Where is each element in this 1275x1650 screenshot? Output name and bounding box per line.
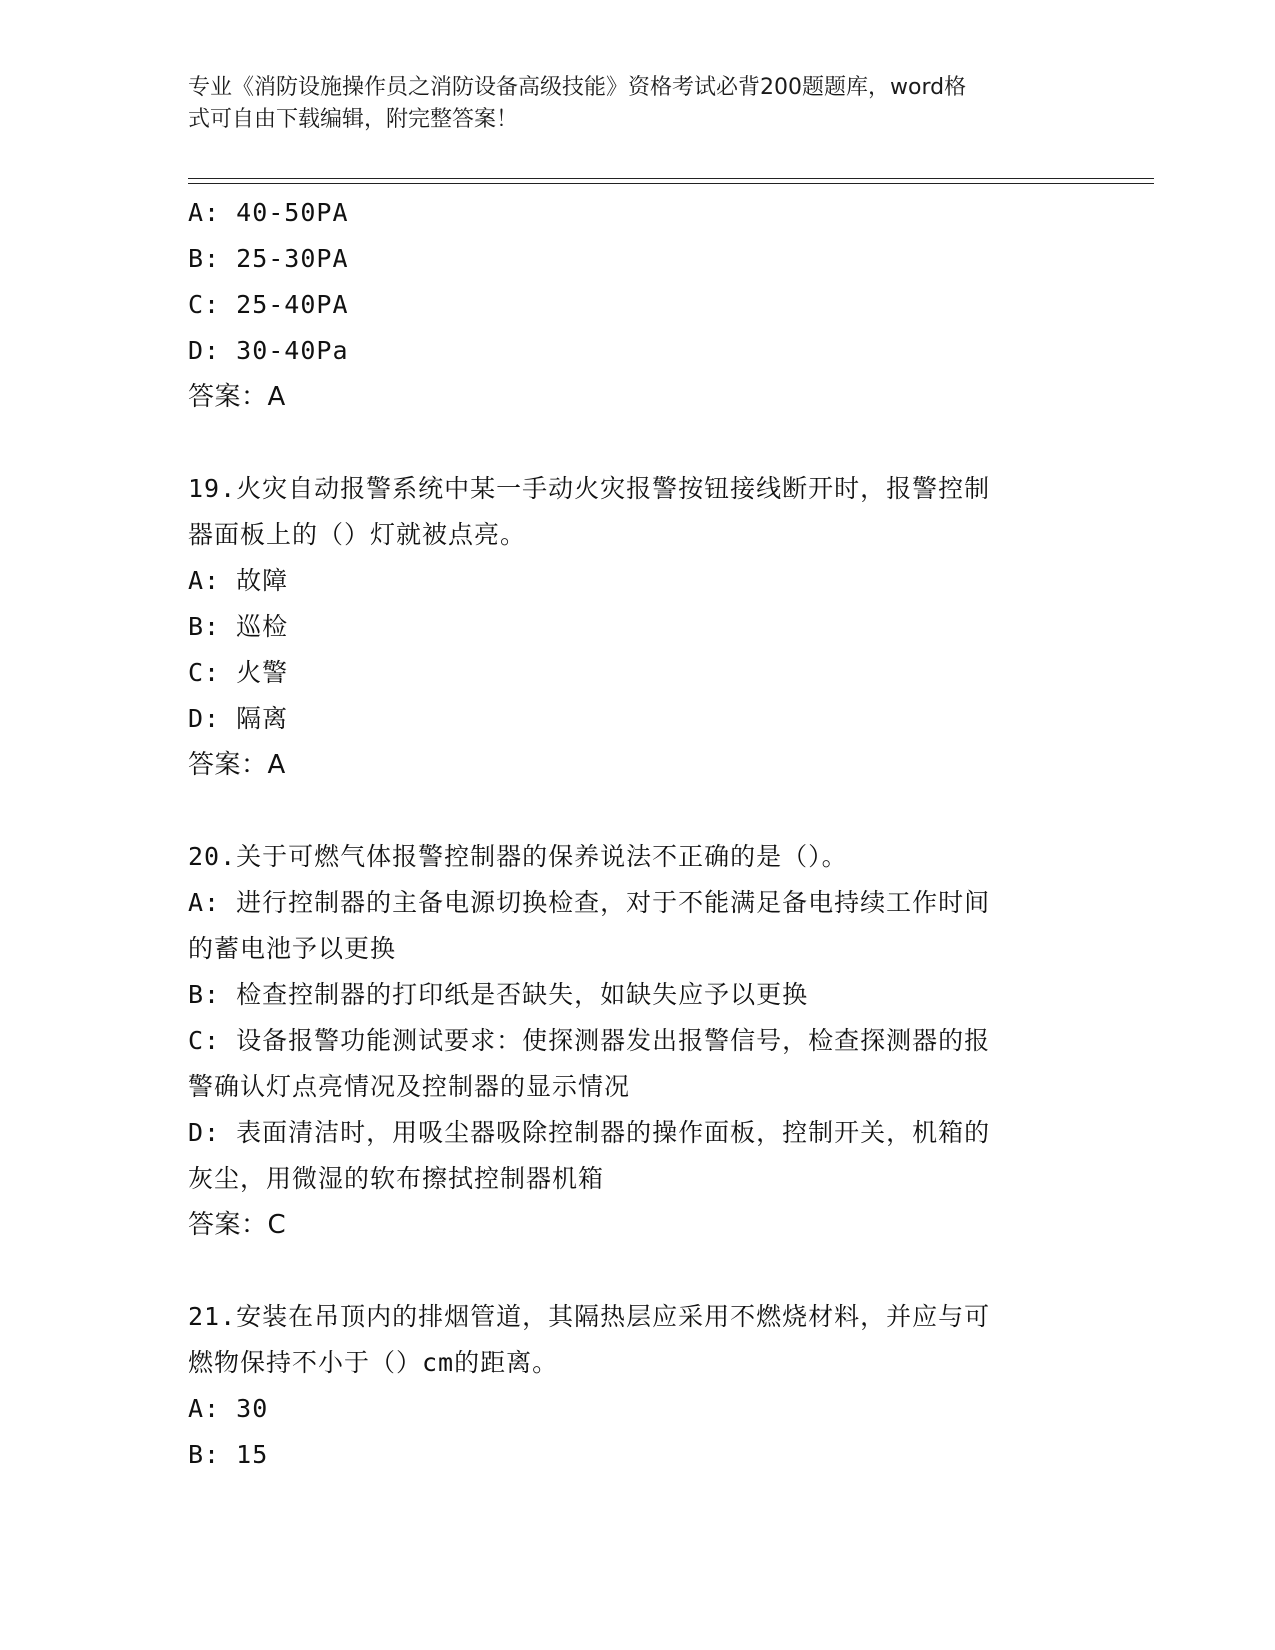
question-list — [188, 190, 1088, 1478]
option-a: A: 30 — [188, 1394, 269, 1423]
header-line-1: 专业《消防设施操作员之消防设备高级技能》资格考试必背200题题库，word格 — [188, 75, 967, 100]
header-line-2: 式可自由下载编辑，附完整答案！ — [188, 107, 519, 132]
option-d-line-2: 灰尘，用微湿的软布擦拭控制器机箱 — [188, 1164, 605, 1193]
option-c-line-2: 警确认灯点亮情况及控制器的显示情况 — [188, 1072, 631, 1101]
option-b: B: 巡检 — [188, 612, 289, 641]
question-stem-line-1: 19.火灾自动报警系统中某一手动火灾报警按钮接线断开时，报警控制 — [188, 474, 991, 503]
question-stem: 20.关于可燃气体报警控制器的保养说法不正确的是（）。 — [188, 842, 848, 871]
option-d: D: 30-40Pa — [188, 336, 349, 365]
option-d-line-1: D: 表面清洁时，用吸尘器吸除控制器的操作面板，控制开关，机箱的 — [188, 1118, 991, 1147]
option-c: C: 25-40PA — [188, 290, 349, 319]
question-18 — [188, 190, 1088, 420]
question-stem-line-2: 燃物保持不小于（）cm的距离。 — [188, 1348, 559, 1377]
option-b: B: 25-30PA — [188, 244, 349, 273]
question-stem-line-2: 器面板上的（）灯就被点亮。 — [188, 520, 527, 549]
option-a: A: 40-50PA — [188, 198, 349, 227]
option-c-line-1: C: 设备报警功能测试要求：使探测器发出报警信号，检查探测器的报 — [188, 1026, 991, 1055]
answer: 答案：A — [188, 382, 286, 412]
option-b: B: 检查控制器的打印纸是否缺失，如缺失应予以更换 — [188, 980, 809, 1009]
document-header — [188, 72, 1068, 136]
question-21 — [188, 1294, 1088, 1478]
question-19 — [188, 466, 1088, 788]
option-a: A: 故障 — [188, 566, 289, 595]
option-a-line-1: A: 进行控制器的主备电源切换检查，对于不能满足备电持续工作时间 — [188, 888, 991, 917]
option-c: C: 火警 — [188, 658, 289, 687]
header-divider-bottom — [188, 183, 1154, 184]
option-d: D: 隔离 — [188, 704, 289, 733]
question-stem-line-1: 21.安装在吊顶内的排烟管道，其隔热层应采用不燃烧材料，并应与可 — [188, 1302, 991, 1331]
answer: 答案：A — [188, 750, 286, 780]
header-divider-top — [188, 178, 1154, 179]
answer: 答案：C — [188, 1210, 287, 1240]
option-b: B: 15 — [188, 1440, 269, 1469]
question-20 — [188, 834, 1088, 1248]
option-a-line-2: 的蓄电池予以更换 — [188, 934, 397, 963]
